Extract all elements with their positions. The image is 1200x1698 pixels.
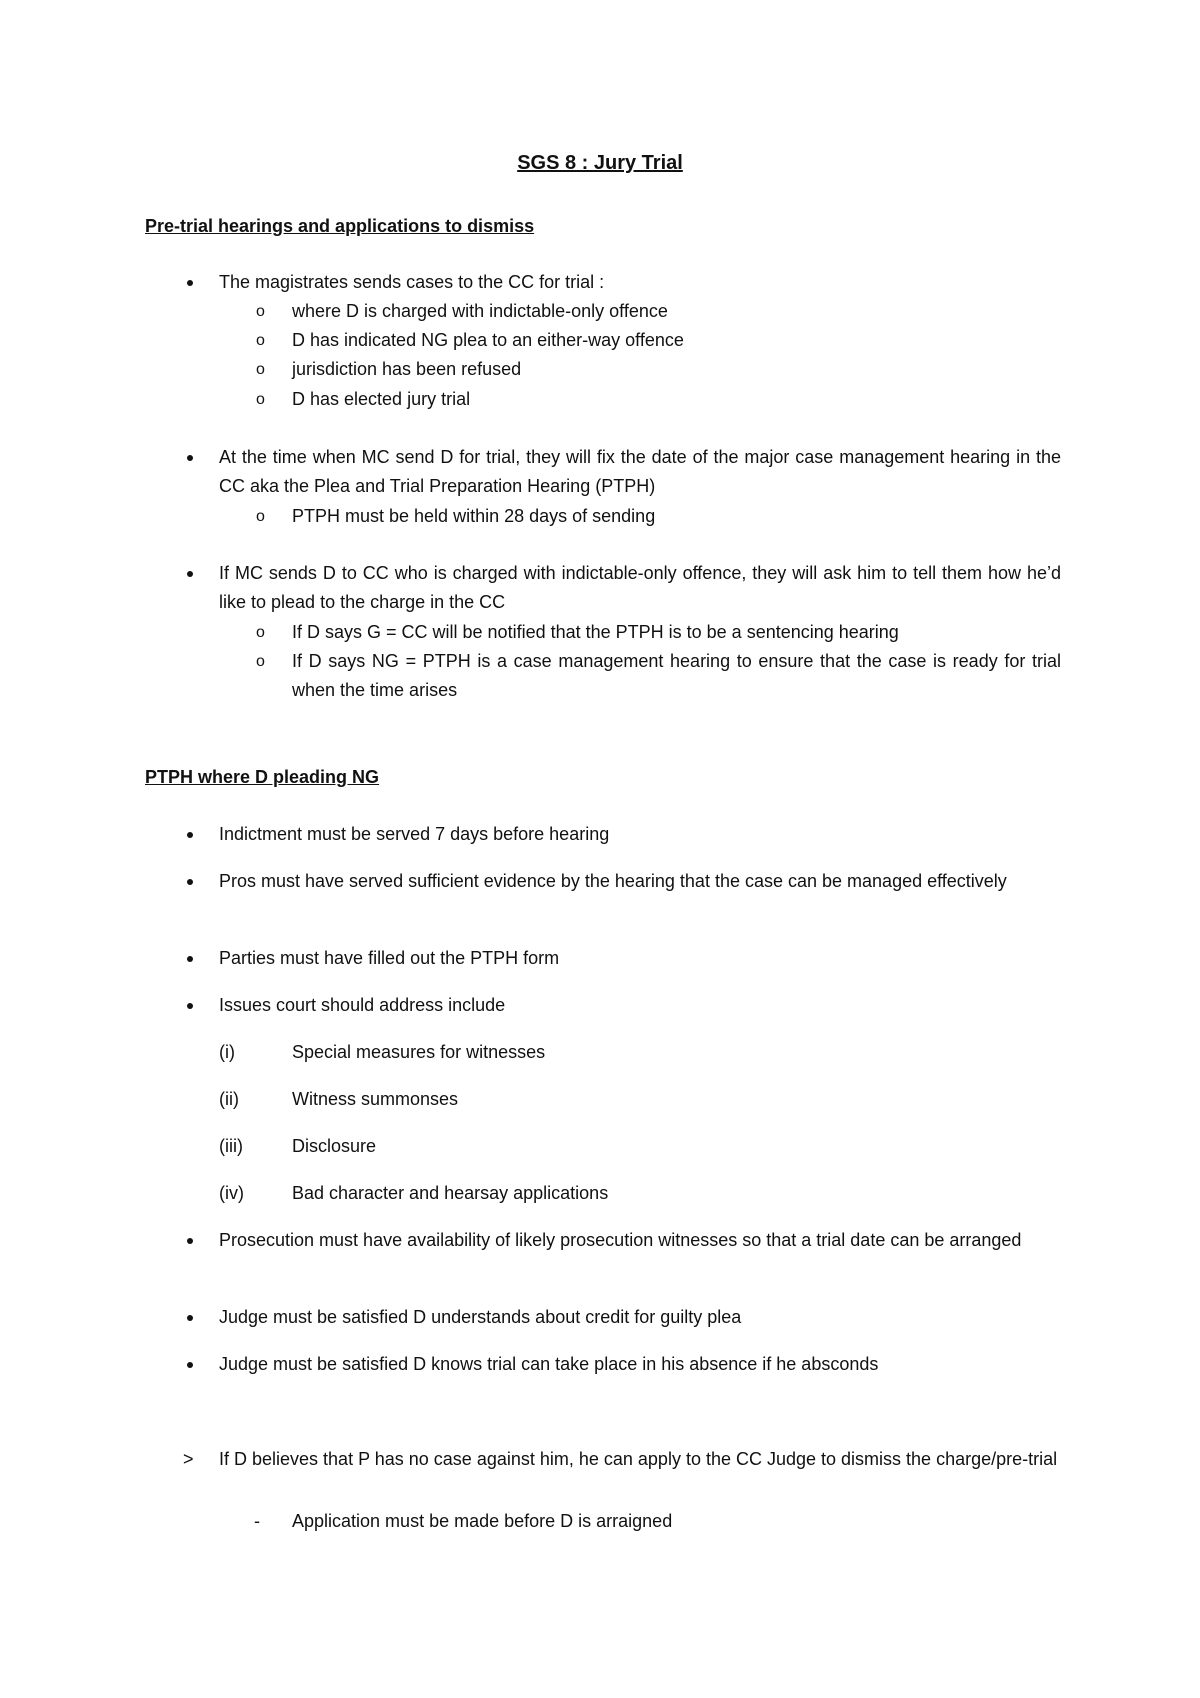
bullet-item: At the time when MC send D for trial, they will fix the date of the major case management hearing in the CC aka the Plea and Trial Preparation Hearing (PTPH) [219, 443, 1061, 501]
bullet-item: Pros must have served sufficient evidence by the hearing that the case can be managed effectively [219, 867, 1061, 896]
bullet-item: Parties must have filled out the PTPH form [219, 944, 1061, 973]
bullet-dot-icon [187, 280, 193, 286]
roman-list-item: (ii) Witness summonses [292, 1085, 1061, 1114]
sub-bullet-marker: o [256, 303, 265, 320]
sub-bullet-marker: o [256, 653, 265, 670]
sub-bullet-marker: o [256, 624, 265, 641]
sub-bullet-item: o PTPH must be held within 28 days of sending [292, 502, 1061, 531]
bullet-dot-icon [187, 1362, 193, 1368]
sub-bullet-item: o where D is charged with indictable-only offence [292, 297, 1061, 326]
bullet-dot-icon [187, 1003, 193, 1009]
sub-bullet-item: o If D says G = CC will be notified that the PTPH is to be a sentencing hearing [292, 618, 1061, 647]
bullet-item: Prosecution must have availability of likely prosecution witnesses so that a trial date can be arranged [219, 1226, 1061, 1255]
sub-bullet-item: o jurisdiction has been refused [292, 355, 1061, 384]
bullet-item: Issues court should address include [219, 991, 1061, 1020]
roman-marker: (iv) [219, 1183, 244, 1203]
roman-marker: (ii) [219, 1089, 239, 1109]
roman-marker: (i) [219, 1042, 235, 1062]
document-title: SGS 8 : Jury Trial [517, 152, 683, 174]
bullet-dot-icon [187, 571, 193, 577]
bullet-dot-icon [187, 1315, 193, 1321]
bullet-item: Judge must be satisfied D knows trial can take place in his absence if he absconds [219, 1350, 1061, 1379]
sub-bullet-item: o D has indicated NG plea to an either-way offence [292, 326, 1061, 355]
sub-bullet-marker: o [256, 508, 265, 525]
bullet-item: Indictment must be served 7 days before hearing [219, 820, 1061, 849]
sub-bullet-marker: o [256, 361, 265, 378]
bullet-item: The magistrates sends cases to the CC for trial : [219, 268, 1061, 297]
bullet-dot-icon [187, 1238, 193, 1244]
bullet-item: If MC sends D to CC who is charged with indictable-only offence, they will ask him to tell them how he’d like to plead to the charge in the CC [219, 559, 1061, 617]
roman-list-item: (iii) Disclosure [292, 1132, 1061, 1161]
sub-bullet-marker: o [256, 391, 265, 408]
roman-list-item: (iv) Bad character and hearsay applications [292, 1179, 1061, 1208]
sub-bullet-marker: o [256, 332, 265, 349]
bullet-dot-icon [187, 879, 193, 885]
dash-list-item: - Application must be made before D is arraigned [292, 1507, 1061, 1536]
bullet-item: Judge must be satisfied D understands about credit for guilty plea [219, 1303, 1061, 1332]
sub-bullet-item: o D has elected jury trial [292, 385, 1061, 414]
roman-list-item: (i) Special measures for witnesses [292, 1038, 1061, 1067]
arrow-list-item: > If D believes that P has no case against him, he can apply to the CC Judge to dismiss the charge/pre-trial [219, 1444, 1061, 1475]
bullet-dot-icon [187, 455, 193, 461]
arrow-marker-icon: > [183, 1449, 194, 1469]
bullet-dot-icon [187, 832, 193, 838]
dash-marker: - [254, 1511, 260, 1531]
section-heading-ptph: PTPH where D pleading NG [145, 767, 380, 787]
bullet-dot-icon [187, 956, 193, 962]
sub-bullet-item: o If D says NG = PTPH is a case management hearing to ensure that the case is ready for trial when the time arises [292, 647, 1061, 705]
section-heading-pretrial: Pre-trial hearings and applications to dismiss [145, 216, 535, 236]
roman-marker: (iii) [219, 1136, 243, 1156]
